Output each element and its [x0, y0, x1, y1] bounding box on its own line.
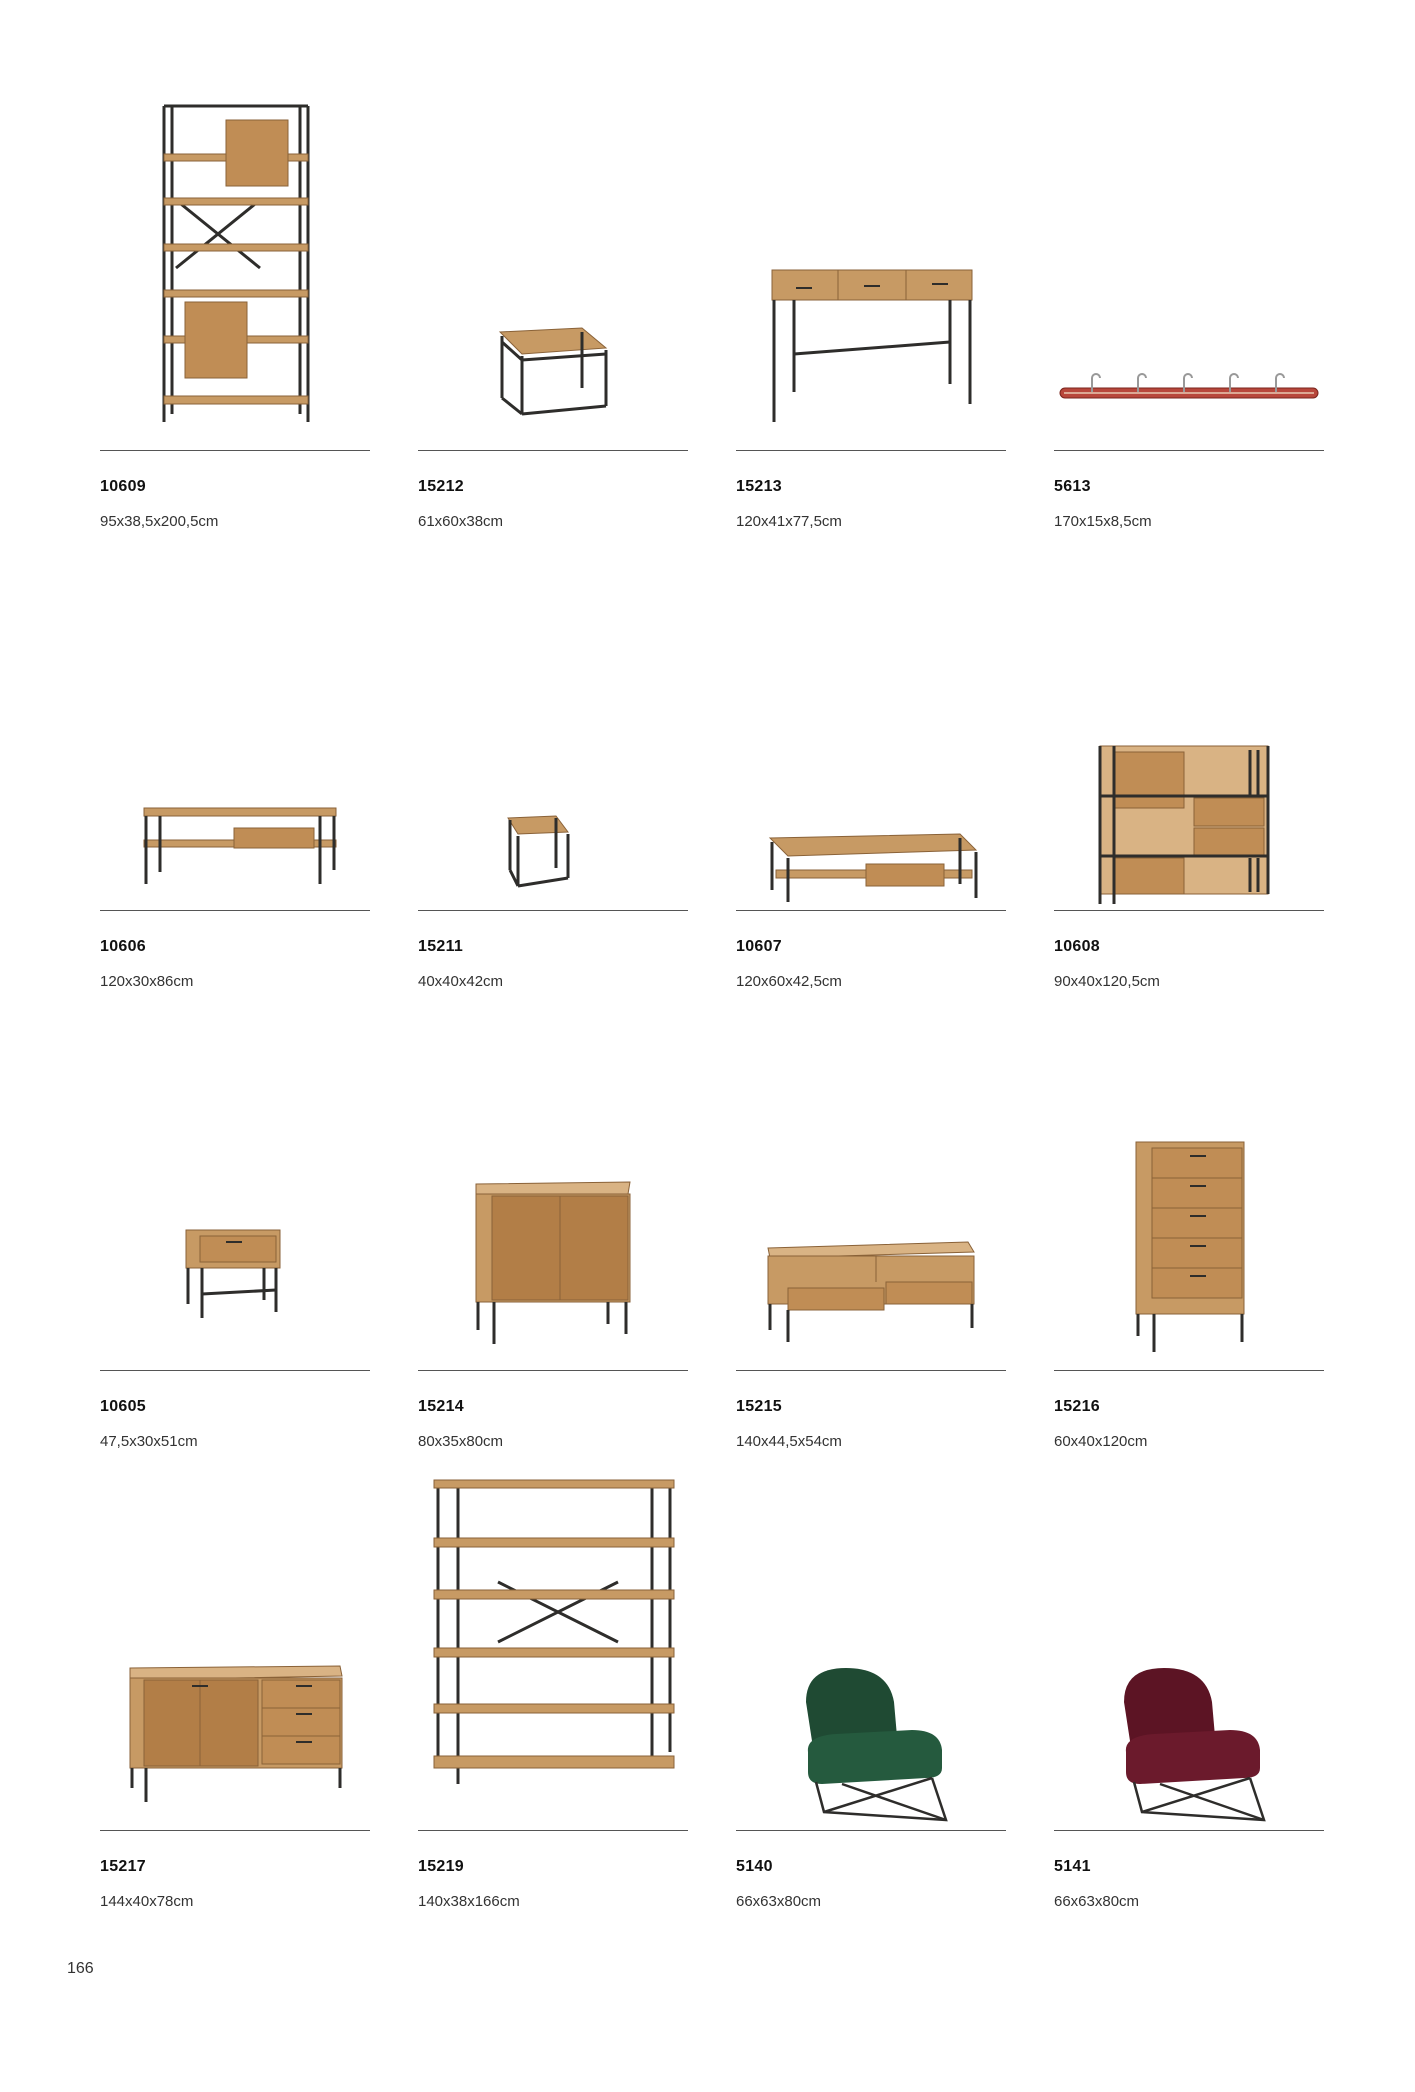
- product-dimensions: 80x35x80cm: [418, 1433, 504, 1450]
- product-code: 5613: [1054, 478, 1091, 495]
- bookshelf-icon: [418, 1472, 688, 1834]
- divider: [1054, 1370, 1324, 1371]
- product-dimensions: 140x38x166cm: [418, 1893, 520, 1910]
- divider: [1054, 1830, 1324, 1831]
- product-card: [418, 552, 688, 1012]
- product-code: 15211: [418, 938, 464, 955]
- product-card: [736, 92, 1006, 552]
- product-dimensions: 90x40x120,5cm: [1054, 973, 1160, 990]
- product-code: 10607: [736, 938, 782, 955]
- product-dimensions: 95x38,5x200,5cm: [100, 513, 219, 530]
- divider: [1054, 450, 1324, 451]
- product-dimensions: 120x41x77,5cm: [736, 513, 842, 530]
- product-dimensions: 47,5x30x51cm: [100, 1433, 198, 1450]
- product-card: [736, 1472, 1006, 1932]
- divider: [418, 450, 688, 451]
- sideboard-icon: [100, 1472, 370, 1834]
- product-dimensions: 60x40x120cm: [1054, 1433, 1148, 1450]
- product-dimensions: 61x60x38cm: [418, 513, 504, 530]
- divider: [100, 910, 370, 911]
- product-dimensions: 120x60x42,5cm: [736, 973, 842, 990]
- product-card: [1054, 1472, 1324, 1932]
- product-card: [1054, 1012, 1324, 1472]
- divider: [736, 1830, 1006, 1831]
- product-code: 10609: [100, 478, 146, 495]
- console-table-icon: [100, 552, 370, 914]
- product-card: [100, 92, 370, 552]
- page-number: 166: [67, 1960, 94, 1977]
- tv-stand-icon: [736, 1012, 1006, 1374]
- product-code: 15212: [418, 478, 464, 495]
- product-code: 5140: [736, 1858, 773, 1875]
- product-card: [418, 1012, 688, 1472]
- side-table-icon: [418, 552, 688, 914]
- product-card: [736, 552, 1006, 1012]
- product-code: 10606: [100, 938, 146, 955]
- divider: [100, 1370, 370, 1371]
- armchair-burgundy-icon: [1054, 1472, 1324, 1834]
- divider: [100, 450, 370, 451]
- coat-rack-icon: [1054, 92, 1324, 454]
- product-dimensions: 144x40x78cm: [100, 1893, 194, 1910]
- product-code: 10608: [1054, 938, 1100, 955]
- product-code: 15219: [418, 1858, 464, 1875]
- divider: [100, 1830, 370, 1831]
- product-card: [1054, 552, 1324, 1012]
- chest-of-drawers-icon: [1054, 1012, 1324, 1374]
- product-card: [418, 1472, 688, 1932]
- product-code: 15214: [418, 1398, 464, 1415]
- coffee-table-drawer-icon: [736, 552, 1006, 914]
- product-dimensions: 170x15x8,5cm: [1054, 513, 1152, 530]
- product-code: 5141: [1054, 1858, 1091, 1875]
- product-card: [100, 1012, 370, 1472]
- shelving-unit-icon: [100, 92, 370, 454]
- product-code: 10605: [100, 1398, 146, 1415]
- product-code: 15215: [736, 1398, 782, 1415]
- divider: [736, 450, 1006, 451]
- product-card: [418, 92, 688, 552]
- product-dimensions: 140x44,5x54cm: [736, 1433, 842, 1450]
- product-dimensions: 120x30x86cm: [100, 973, 194, 990]
- cupboard-icon: [418, 1012, 688, 1374]
- divider: [418, 1830, 688, 1831]
- divider: [736, 1370, 1006, 1371]
- desk-icon: [736, 92, 1006, 454]
- product-code: 15216: [1054, 1398, 1100, 1415]
- product-card: [736, 1012, 1006, 1472]
- product-card: [100, 1472, 370, 1932]
- product-code: 15217: [100, 1858, 146, 1875]
- product-grid: [100, 0, 1332, 2092]
- divider: [418, 910, 688, 911]
- nightstand-icon: [100, 1012, 370, 1374]
- product-card: [100, 552, 370, 1012]
- product-dimensions: 40x40x42cm: [418, 973, 504, 990]
- product-dimensions: 66x63x80cm: [736, 1893, 822, 1910]
- coffee-table-icon: [418, 92, 688, 454]
- armchair-green-icon: [736, 1472, 1006, 1834]
- product-dimensions: 66x63x80cm: [1054, 1893, 1140, 1910]
- cabinet-shelf-icon: [1054, 552, 1324, 914]
- product-card: [1054, 92, 1324, 552]
- product-code: 15213: [736, 478, 782, 495]
- divider: [1054, 910, 1324, 911]
- divider: [418, 1370, 688, 1371]
- divider: [736, 910, 1006, 911]
